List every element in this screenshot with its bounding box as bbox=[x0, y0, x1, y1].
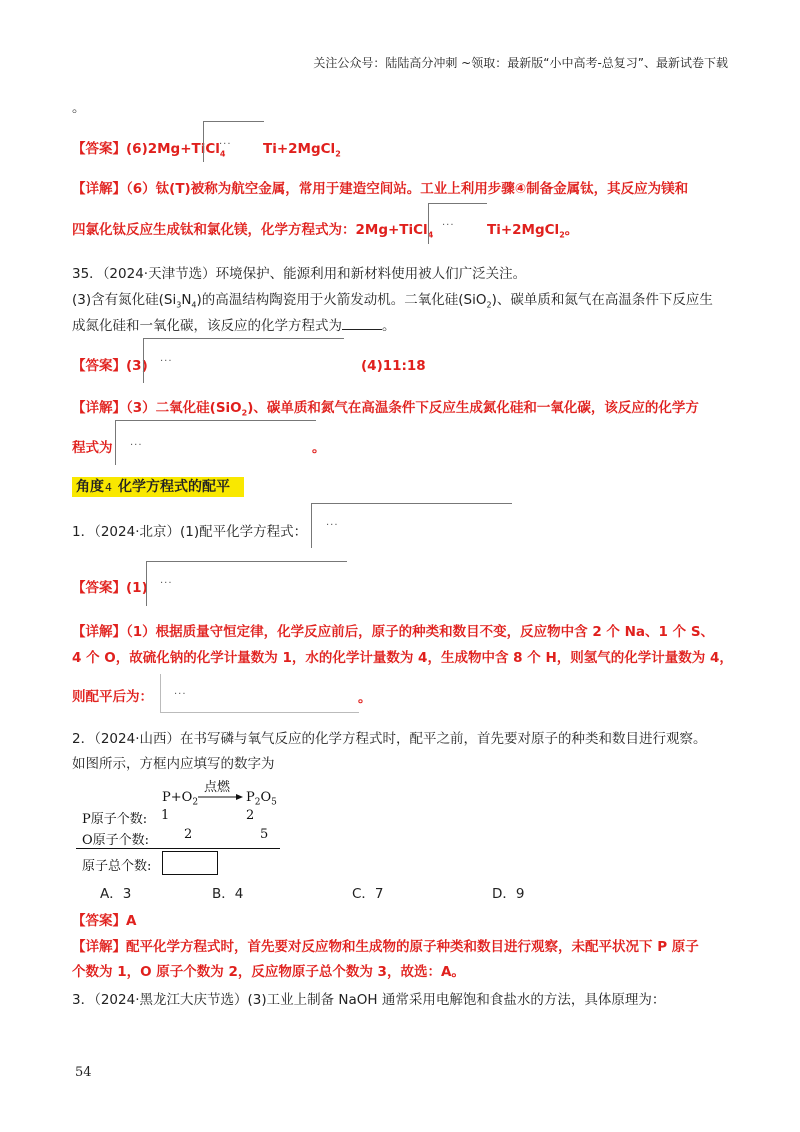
diagram-products bbox=[246, 790, 277, 808]
equation-placeholder: ··· bbox=[160, 578, 173, 589]
section-title: 化学方程式的配平 bbox=[118, 479, 230, 495]
sub: 2 bbox=[486, 300, 492, 310]
equation-image-frame bbox=[160, 674, 359, 713]
equation-placeholder: ··· bbox=[326, 520, 339, 531]
question-text: )、碳单质和氮气在高温条件下反应生 bbox=[491, 292, 713, 308]
top-mark: 。 bbox=[72, 100, 86, 116]
answer-text: (3) bbox=[126, 358, 148, 374]
detail-text: )、碳单质和氮气在高温条件下反应生成氮化硅和一氧化碳，该反应的化学方 bbox=[247, 400, 699, 416]
answer-tag: 【答案】 bbox=[72, 358, 126, 374]
section-number: 4 bbox=[105, 481, 112, 494]
diagram-row-p-right: 2 bbox=[246, 808, 255, 823]
equation-placeholder: ··· bbox=[442, 220, 455, 231]
detail-text: Ti+2MgCl bbox=[487, 222, 560, 238]
detail-1-end: 。 bbox=[358, 690, 372, 706]
detail-text: （1）根据质量守恒定律，化学反应前后，原子的种类和数目不变，反应物中含 2 个 Na、1 个 S、 bbox=[126, 624, 715, 640]
question-1-title bbox=[72, 522, 307, 542]
page-number: 54 bbox=[75, 1065, 92, 1080]
diagram-divider bbox=[76, 848, 280, 849]
question-2-line1 bbox=[72, 729, 707, 749]
equation-image-frame bbox=[146, 561, 347, 606]
answer-tag: 【答案】 bbox=[72, 141, 126, 157]
detail-1-line2: 4 个 O，故硫化钠的化学计量数为 1，水的化学计量数为 4，生成物中含 8 个 H，则氢气的化学计量数为 4， bbox=[72, 650, 733, 666]
detail-line-2 bbox=[72, 220, 433, 246]
detail-1-line3: 则配平后为： bbox=[72, 689, 153, 705]
equation-placeholder: ··· bbox=[219, 139, 232, 150]
equation-placeholder: ··· bbox=[130, 440, 143, 451]
answer-line-1 bbox=[72, 578, 148, 598]
page-header: 关注公众号：陆陆高分冲刺 ~领取：最新版“小中高考-总复习”、最新试卷下载 bbox=[313, 56, 728, 70]
reaction-arrow bbox=[198, 792, 244, 802]
answer-eq-right bbox=[263, 139, 341, 165]
answer-35-part4: (4)11:18 bbox=[361, 358, 426, 374]
diagram-reactants bbox=[162, 790, 198, 808]
equation-image-frame bbox=[311, 503, 512, 548]
detail-2-line2: 个数为 1，O 原子个数为 2，反应物原子总个数为 3，故选：A。 bbox=[72, 964, 465, 980]
answer-line-2 bbox=[72, 911, 136, 931]
question-35-title bbox=[72, 264, 526, 284]
diagram-text: P+O bbox=[162, 790, 193, 805]
question-text: )的高温结构陶瓷用于火箭发动机。二氧化硅(SiO bbox=[196, 292, 487, 308]
diagram-condition: 点燃 bbox=[204, 780, 231, 795]
question-2-line2: 如图所示，方框内应填写的数字为 bbox=[72, 756, 275, 772]
question-text: (3)含有氮化硅(Si bbox=[72, 292, 177, 308]
diagram-row-o-left: 2 bbox=[184, 827, 193, 842]
detail-tag: 【详解】 bbox=[72, 624, 126, 640]
option-b[interactable]: B．4 bbox=[212, 886, 244, 902]
detail-35-line2: 程式为 bbox=[72, 440, 113, 456]
sub: 2 bbox=[241, 408, 248, 418]
diagram-row-p-label: P原子个数: bbox=[82, 812, 148, 827]
equation-image-frame bbox=[143, 338, 344, 383]
question-number: 3． bbox=[72, 992, 95, 1008]
option-a[interactable]: A．3 bbox=[100, 886, 132, 902]
detail-text: 四氯化钛反应生成钛和氯化镁，化学方程式为：2Mg+TiCl bbox=[72, 222, 428, 238]
answer-box[interactable] bbox=[162, 851, 218, 875]
answer-line-35 bbox=[72, 356, 148, 376]
question-35-line2 bbox=[72, 290, 713, 316]
detail-text: 配平化学方程式时，首先要对反应物和生成物的原子种类和数目进行观察，未配平状况下 P 原子 bbox=[126, 939, 699, 955]
answer-blank bbox=[342, 315, 382, 330]
equation-placeholder: ··· bbox=[174, 689, 187, 700]
answer-text: (1) bbox=[126, 580, 148, 596]
detail-1-line1 bbox=[72, 622, 714, 642]
equation-image-frame bbox=[203, 121, 264, 162]
section-heading bbox=[72, 477, 244, 497]
sub: 4 bbox=[427, 230, 434, 240]
option-d[interactable]: D．9 bbox=[492, 886, 525, 902]
section-label: 角度 bbox=[76, 479, 104, 495]
equation-image-frame bbox=[115, 420, 316, 465]
question-text: 成氮化硅和一氧化碳，该反应的化学方程式为 bbox=[72, 318, 342, 334]
diagram-text: P bbox=[246, 790, 255, 805]
sub: 2 bbox=[559, 230, 565, 240]
detail-2-line1 bbox=[72, 937, 699, 957]
equation-placeholder: ··· bbox=[160, 356, 173, 367]
detail-text: （6）钛(T)被称为航空金属，常用于建造空间站。工业上利用步骤④制备金属钛，其反应为镁和 bbox=[126, 181, 689, 197]
sub: 4 bbox=[191, 300, 197, 310]
question-3-title bbox=[72, 990, 665, 1010]
question-text: 。 bbox=[382, 318, 396, 334]
detail-text: 。 bbox=[564, 222, 579, 238]
question-text: N bbox=[181, 292, 192, 308]
option-c[interactable]: C．7 bbox=[352, 886, 384, 902]
detail-tag: 【详解】 bbox=[72, 400, 126, 416]
sub: 3 bbox=[176, 300, 182, 310]
sub: 2 bbox=[335, 149, 341, 159]
answer-eq-right-text: Ti+2MgCl bbox=[263, 141, 336, 157]
sub: 5 bbox=[271, 797, 277, 808]
detail-text: （3）二氧化硅(SiO bbox=[126, 400, 242, 416]
diagram-text: O bbox=[260, 790, 272, 805]
sub: 2 bbox=[254, 797, 261, 808]
diagram-row-o-right: 5 bbox=[260, 827, 269, 842]
answer-eq-left: (6)2Mg+TiCl bbox=[126, 141, 220, 157]
detail-tag: 【详解】 bbox=[72, 181, 126, 197]
question-number: 2． bbox=[72, 731, 95, 747]
detail-line-2-end bbox=[487, 220, 578, 246]
detail-35-end: 。 bbox=[312, 440, 326, 456]
question-text: （2024·黑龙江大庆节选）(3)工业上制备 NaOH 通常采用电解饱和食盐水的方法，具体原理为： bbox=[94, 992, 666, 1008]
answer-tag: 【答案】 bbox=[72, 913, 126, 929]
question-text: （2024·北京）(1)配平化学方程式： bbox=[94, 524, 308, 540]
sub: 4 bbox=[219, 149, 226, 159]
diagram-row-p-left: 1 bbox=[161, 808, 170, 823]
detail-tag: 【详解】 bbox=[72, 939, 126, 955]
question-text: （2024·山西）在书写磷与氧气反应的化学方程式时，配平之前，首先要对原子的种类和数目进行观察。 bbox=[94, 731, 707, 747]
equation-image-frame bbox=[428, 203, 487, 244]
question-number: 35． bbox=[72, 266, 103, 282]
sub: 2 bbox=[192, 797, 199, 808]
question-35-line3 bbox=[72, 315, 396, 336]
diagram-row-o-label: O原子个数: bbox=[82, 833, 150, 848]
question-text: （2024·天津节选）环境保护、能源利用和新材料使用被人们广泛关注。 bbox=[102, 266, 527, 282]
detail-line-1 bbox=[72, 179, 688, 199]
answer-text: A bbox=[126, 913, 137, 929]
question-number: 1． bbox=[72, 524, 95, 540]
answer-tag: 【答案】 bbox=[72, 580, 126, 596]
diagram-total-label: 原子总个数: bbox=[82, 859, 152, 874]
